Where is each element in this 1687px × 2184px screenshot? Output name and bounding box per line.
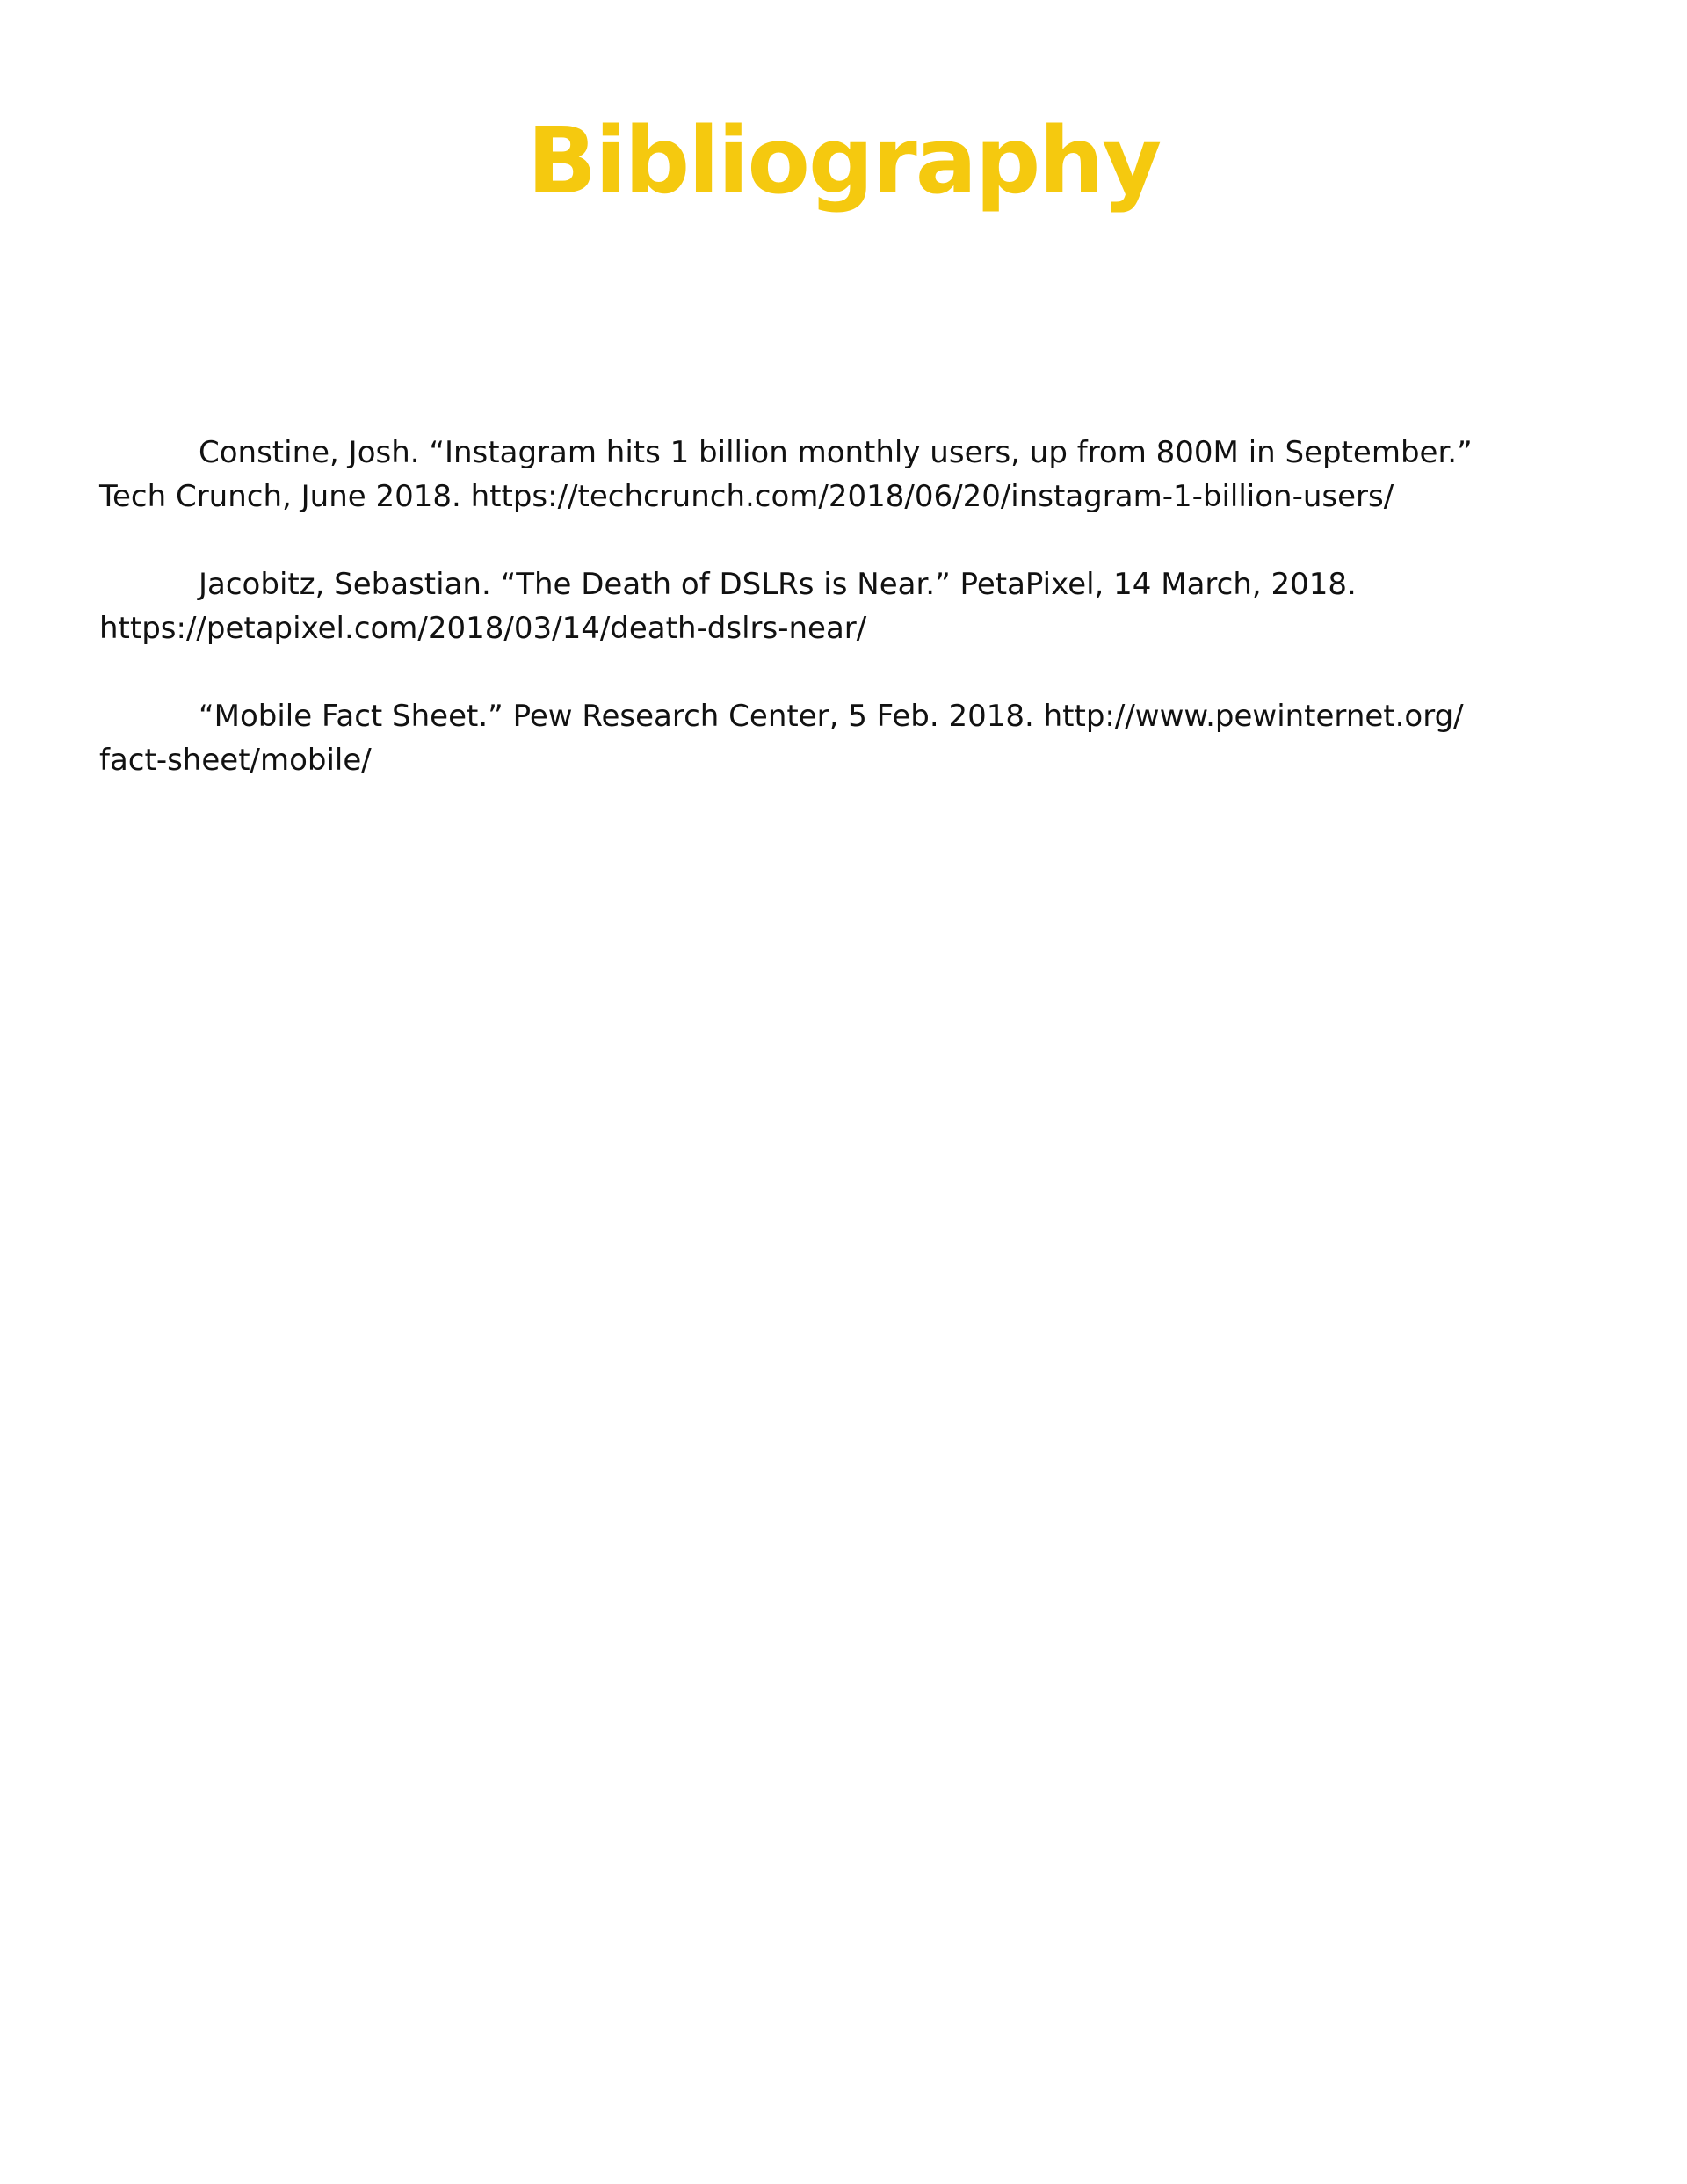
entry-line: Jacobitz, Sebastian. “The Death of DSLRs is Near.” PetaPixel, 14 March, 2018.	[199, 567, 1357, 602]
bibliography-entry-pew	[99, 694, 1593, 782]
page-title: Bibliography	[526, 107, 1161, 214]
bibliography-entry-jacobitz	[99, 562, 1593, 650]
entry-line: fact-sheet/mobile/	[99, 743, 372, 778]
entry-line: https://petapixel.com/2018/03/14/death-dslrs-near/	[99, 611, 867, 646]
bibliography-list	[99, 431, 1593, 826]
entry-line: “Mobile Fact Sheet.” Pew Research Center, 5 Feb. 2018. http://www.pewinternet.org/	[199, 699, 1464, 734]
entry-line: Tech Crunch, June 2018. https://techcrunch.com/2018/06/20/instagram-1-billion-users/	[99, 479, 1394, 514]
entry-line: Constine, Josh. “Instagram hits 1 billion monthly users, up from 800M in September.”	[199, 435, 1473, 470]
bibliography-entry-constine	[99, 431, 1593, 519]
